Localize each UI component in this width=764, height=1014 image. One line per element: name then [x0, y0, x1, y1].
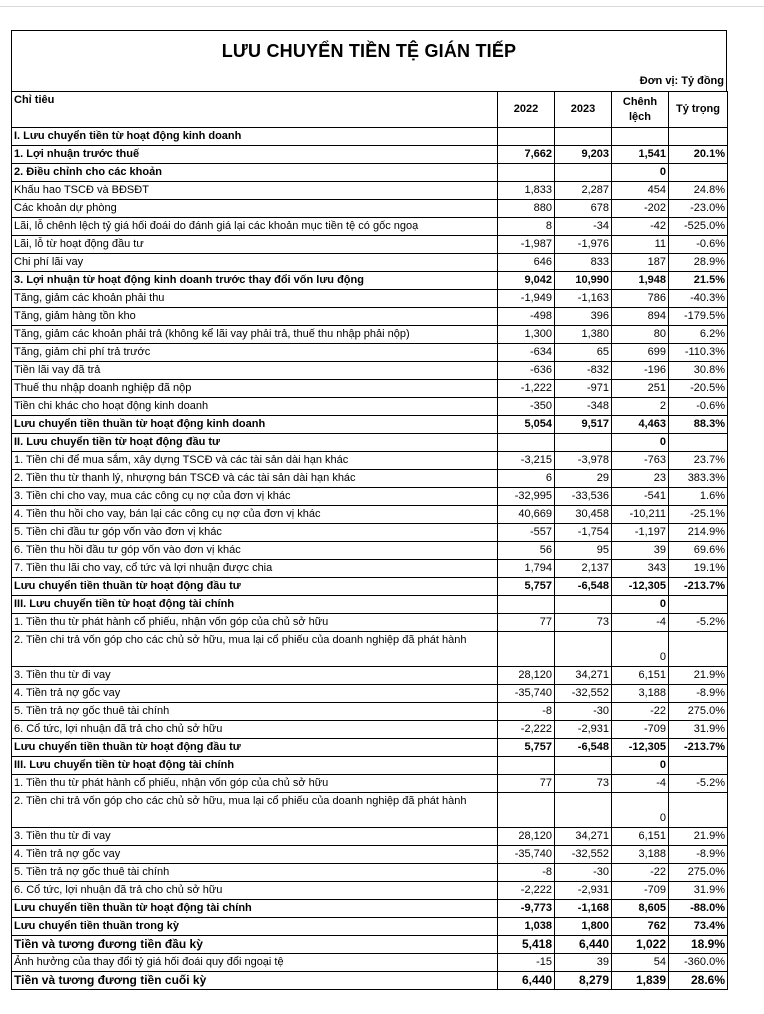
header-row: [12, 92, 728, 128]
cell-2022[interactable]: -2,222: [498, 721, 555, 739]
table-row: [12, 380, 728, 398]
cell-2022[interactable]: [498, 434, 555, 452]
cell-diff[interactable]: -12,305: [612, 578, 669, 596]
row-label[interactable]: 3. Tiền chi cho vay, mua các công cụ nợ của đơn vị khác: [12, 488, 498, 506]
cell-2022[interactable]: 5,757: [498, 739, 555, 757]
cell-diff[interactable]: -4: [612, 614, 669, 632]
cell-diff[interactable]: 39: [612, 542, 669, 560]
cell-2022[interactable]: 77: [498, 775, 555, 793]
row-label[interactable]: Lưu chuyển tiền thuần từ hoạt động đầu tư: [12, 739, 498, 757]
cell-2022[interactable]: 56: [498, 542, 555, 560]
cell-2022[interactable]: 8: [498, 218, 555, 236]
cell-2022[interactable]: 6: [498, 470, 555, 488]
cell-diff[interactable]: -22: [612, 703, 669, 721]
cell-2023[interactable]: 65: [555, 344, 612, 362]
table-row: [12, 882, 728, 900]
cell-ratio[interactable]: -25.1%: [669, 506, 728, 524]
row-label[interactable]: Khấu hao TSCĐ và BĐSĐT: [12, 182, 498, 200]
row-label[interactable]: Tăng, giảm chi phí trả trước: [12, 344, 498, 362]
cell-2023[interactable]: -348: [555, 398, 612, 416]
cell-2023[interactable]: [555, 164, 612, 182]
cell-ratio[interactable]: 275.0%: [669, 703, 728, 721]
header-diff[interactable]: Chênh lệch: [612, 92, 669, 128]
cell-diff[interactable]: 894: [612, 308, 669, 326]
row-label[interactable]: 3. Tiền thu từ đi vay: [12, 667, 498, 685]
cell-2023[interactable]: [555, 128, 612, 146]
cell-2022[interactable]: 77: [498, 614, 555, 632]
row-label[interactable]: Tăng, giảm hàng tồn kho: [12, 308, 498, 326]
cell-2022[interactable]: 40,669: [498, 506, 555, 524]
row-label[interactable]: 6. Tiền thu hồi đầu tư góp vốn vào đơn vị khác: [12, 542, 498, 560]
table-row: [12, 703, 728, 721]
cell-diff[interactable]: -42: [612, 218, 669, 236]
cell-diff[interactable]: 3,188: [612, 846, 669, 864]
cell-ratio[interactable]: 30.8%: [669, 362, 728, 380]
cell-2023[interactable]: -832: [555, 362, 612, 380]
cell-2023[interactable]: -32,552: [555, 846, 612, 864]
cell-ratio[interactable]: 21.5%: [669, 272, 728, 290]
cell-diff[interactable]: -4: [612, 775, 669, 793]
cell-diff[interactable]: 343: [612, 560, 669, 578]
table-row: [12, 900, 728, 918]
cell-2022[interactable]: [498, 632, 555, 667]
table-row: [12, 182, 728, 200]
cell-2022[interactable]: 1,038: [498, 918, 555, 936]
cell-2023[interactable]: 34,271: [555, 667, 612, 685]
cell-diff[interactable]: 23: [612, 470, 669, 488]
cell-2023[interactable]: -33,536: [555, 488, 612, 506]
cell-2023[interactable]: 73: [555, 775, 612, 793]
cell-diff[interactable]: -709: [612, 882, 669, 900]
table-row: [12, 685, 728, 703]
cell-2023[interactable]: -6,548: [555, 739, 612, 757]
row-label[interactable]: Tiền chi khác cho hoạt động kinh doanh: [12, 398, 498, 416]
row-label[interactable]: 1. Tiền thu từ phát hành cổ phiếu, nhận vốn góp của chủ sở hữu: [12, 614, 498, 632]
cell-2023[interactable]: 833: [555, 254, 612, 272]
cell-2023[interactable]: -6,548: [555, 578, 612, 596]
table-row: [12, 775, 728, 793]
cell-ratio[interactable]: [669, 164, 728, 182]
cell-diff[interactable]: 6,151: [612, 667, 669, 685]
cell-diff[interactable]: -709: [612, 721, 669, 739]
cell-diff[interactable]: -10,211: [612, 506, 669, 524]
cell-2023[interactable]: 396: [555, 308, 612, 326]
cell-diff[interactable]: 0: [612, 164, 669, 182]
table-row: [12, 164, 728, 182]
cell-2022[interactable]: -1,949: [498, 290, 555, 308]
cell-ratio[interactable]: -213.7%: [669, 739, 728, 757]
cell-2023[interactable]: [555, 793, 612, 828]
row-label[interactable]: Tiền và tương đương tiền đầu kỳ: [12, 936, 498, 954]
cell-diff[interactable]: 0: [612, 757, 669, 775]
row-label[interactable]: Lưu chuyển tiền thuần từ hoạt động kinh doanh: [12, 416, 498, 434]
cell-2022[interactable]: -32,995: [498, 488, 555, 506]
cell-ratio[interactable]: 31.9%: [669, 721, 728, 739]
header-2023[interactable]: 2023: [555, 92, 612, 128]
cell-ratio[interactable]: 18.9%: [669, 936, 728, 954]
table-row: [12, 236, 728, 254]
cell-2022[interactable]: -3,215: [498, 452, 555, 470]
cell-2022[interactable]: 5,054: [498, 416, 555, 434]
cell-2022[interactable]: 5,418: [498, 936, 555, 954]
table-row: [12, 506, 728, 524]
table-row: [12, 398, 728, 416]
cell-diff[interactable]: 54: [612, 954, 669, 972]
cell-2022[interactable]: -15: [498, 954, 555, 972]
cell-diff[interactable]: 1,948: [612, 272, 669, 290]
table-row: [12, 200, 728, 218]
table-row: [12, 254, 728, 272]
row-label[interactable]: 1. Tiền thu từ phát hành cổ phiếu, nhận vốn góp của chủ sở hữu: [12, 775, 498, 793]
table-row: [12, 416, 728, 434]
cell-ratio[interactable]: 275.0%: [669, 864, 728, 882]
cell-ratio[interactable]: 214.9%: [669, 524, 728, 542]
table-row: [12, 524, 728, 542]
cell-2022[interactable]: -350: [498, 398, 555, 416]
cell-ratio[interactable]: 73.4%: [669, 918, 728, 936]
cell-2023[interactable]: 6,440: [555, 936, 612, 954]
table-row: [12, 972, 728, 990]
cell-2023[interactable]: 29: [555, 470, 612, 488]
cell-2023[interactable]: 1,800: [555, 918, 612, 936]
cell-diff[interactable]: 2: [612, 398, 669, 416]
cell-ratio[interactable]: 19.1%: [669, 560, 728, 578]
table-row: [12, 326, 728, 344]
cell-2022[interactable]: 880: [498, 200, 555, 218]
cell-2023[interactable]: -30: [555, 864, 612, 882]
cell-2022[interactable]: -634: [498, 344, 555, 362]
cell-ratio[interactable]: -20.5%: [669, 380, 728, 398]
cell-diff[interactable]: 0: [612, 793, 669, 828]
row-label[interactable]: Lãi, lỗ chênh lệch tỷ giá hối đoái do đánh giá lại các khoản mục tiền tệ có gốc ngoạ: [12, 218, 498, 236]
cell-2022[interactable]: -35,740: [498, 685, 555, 703]
cell-2023[interactable]: -2,931: [555, 882, 612, 900]
cell-diff[interactable]: 251: [612, 380, 669, 398]
cell-2022[interactable]: 28,120: [498, 828, 555, 846]
cell-diff[interactable]: 1,022: [612, 936, 669, 954]
table-row: [12, 828, 728, 846]
cell-diff[interactable]: 11: [612, 236, 669, 254]
cell-diff[interactable]: -196: [612, 362, 669, 380]
row-label[interactable]: 3. Tiền thu từ đi vay: [12, 828, 498, 846]
cell-diff[interactable]: 762: [612, 918, 669, 936]
cell-ratio[interactable]: [669, 596, 728, 614]
cell-2023[interactable]: -971: [555, 380, 612, 398]
cell-2023[interactable]: -1,754: [555, 524, 612, 542]
cell-diff[interactable]: 454: [612, 182, 669, 200]
row-label[interactable]: 2. Điều chỉnh cho các khoản: [12, 164, 498, 182]
cell-ratio[interactable]: 23.7%: [669, 452, 728, 470]
cell-ratio[interactable]: [669, 128, 728, 146]
cell-ratio[interactable]: -5.2%: [669, 775, 728, 793]
cell-ratio[interactable]: -360.0%: [669, 954, 728, 972]
cell-2023[interactable]: 30,458: [555, 506, 612, 524]
cell-diff[interactable]: 6,151: [612, 828, 669, 846]
cell-ratio[interactable]: -213.7%: [669, 578, 728, 596]
cell-2022[interactable]: 1,794: [498, 560, 555, 578]
cell-diff[interactable]: -541: [612, 488, 669, 506]
row-label[interactable]: 6. Cổ tức, lợi nhuận đã trả cho chủ sở hữu: [12, 721, 498, 739]
header-2022[interactable]: 2022: [498, 92, 555, 128]
cell-2022[interactable]: [498, 793, 555, 828]
table-row: [12, 128, 728, 146]
row-label[interactable]: Ảnh hưởng của thay đổi tỷ giá hối đoái quy đổi ngoại tệ: [12, 954, 498, 972]
row-label[interactable]: Lưu chuyển tiền thuần trong kỳ: [12, 918, 498, 936]
cell-2022[interactable]: -9,773: [498, 900, 555, 918]
row-label[interactable]: Lãi, lỗ từ hoạt động đầu tư: [12, 236, 498, 254]
table-row: [12, 488, 728, 506]
table-row: [12, 739, 728, 757]
cell-2023[interactable]: 73: [555, 614, 612, 632]
cell-2022[interactable]: -1,987: [498, 236, 555, 254]
cell-2022[interactable]: [498, 757, 555, 775]
cell-ratio[interactable]: [669, 793, 728, 828]
cell-ratio[interactable]: [669, 757, 728, 775]
cell-2023[interactable]: [555, 434, 612, 452]
cell-2023[interactable]: -1,168: [555, 900, 612, 918]
row-label[interactable]: I. Lưu chuyển tiền từ hoạt động kinh doanh: [12, 128, 498, 146]
cell-2023[interactable]: [555, 632, 612, 667]
row-label[interactable]: 3. Lợi nhuận từ hoạt động kinh doanh trước thay đổi vốn lưu động: [12, 272, 498, 290]
cell-ratio[interactable]: -0.6%: [669, 398, 728, 416]
cell-ratio[interactable]: 28.9%: [669, 254, 728, 272]
cell-diff[interactable]: [612, 128, 669, 146]
row-label[interactable]: III. Lưu chuyển tiền từ hoạt động tài chính: [12, 596, 498, 614]
row-label[interactable]: 5. Tiền trả nợ gốc thuê tài chính: [12, 864, 498, 882]
table-row: [12, 793, 728, 828]
cell-ratio[interactable]: 383.3%: [669, 470, 728, 488]
row-label[interactable]: 1. Lợi nhuận trước thuế: [12, 146, 498, 164]
table-row: [12, 721, 728, 739]
cell-2022[interactable]: -1,222: [498, 380, 555, 398]
cell-2022[interactable]: -498: [498, 308, 555, 326]
cell-2022[interactable]: [498, 164, 555, 182]
row-label[interactable]: 2. Tiền thu từ thanh lý, nhượng bán TSCĐ và các tài sản dài hạn khác: [12, 470, 498, 488]
cell-ratio[interactable]: [669, 434, 728, 452]
table-row: [12, 632, 728, 667]
row-label[interactable]: Lưu chuyển tiền thuần từ hoạt động đầu tư: [12, 578, 498, 596]
cell-ratio[interactable]: -40.3%: [669, 290, 728, 308]
row-label[interactable]: 5. Tiền trả nợ gốc thuê tài chính: [12, 703, 498, 721]
cell-ratio[interactable]: -5.2%: [669, 614, 728, 632]
row-label[interactable]: 2. Tiền chi trả vốn góp cho các chủ sở hữu, mua lại cổ phiếu của doanh nghiệp đã phát hành: [12, 632, 498, 667]
table-row: [12, 146, 728, 164]
table-row: [12, 614, 728, 632]
cell-ratio[interactable]: 88.3%: [669, 416, 728, 434]
cell-2022[interactable]: 7,662: [498, 146, 555, 164]
cell-ratio[interactable]: 21.9%: [669, 667, 728, 685]
row-label[interactable]: Tiền lãi vay đã trả: [12, 362, 498, 380]
table-row: [12, 936, 728, 954]
table-row: [12, 596, 728, 614]
cell-ratio[interactable]: 20.1%: [669, 146, 728, 164]
cell-2022[interactable]: [498, 128, 555, 146]
cell-diff[interactable]: 699: [612, 344, 669, 362]
cell-2023[interactable]: [555, 757, 612, 775]
cell-2022[interactable]: 1,300: [498, 326, 555, 344]
cell-diff[interactable]: -202: [612, 200, 669, 218]
cell-ratio[interactable]: -23.0%: [669, 200, 728, 218]
cell-ratio[interactable]: 24.8%: [669, 182, 728, 200]
row-label[interactable]: 5. Tiền chi đầu tư góp vốn vào đơn vị khác: [12, 524, 498, 542]
table-row: [12, 578, 728, 596]
cashflow-sheet: [11, 30, 727, 990]
row-label[interactable]: II. Lưu chuyển tiền từ hoạt động đầu tư: [12, 434, 498, 452]
sheet-title: LƯU CHUYỂN TIỀN TỆ GIÁN TIẾP: [11, 30, 727, 71]
cell-2022[interactable]: 646: [498, 254, 555, 272]
cell-2023[interactable]: 95: [555, 542, 612, 560]
row-label[interactable]: Tiền và tương đương tiền cuối kỳ: [12, 972, 498, 990]
cell-ratio[interactable]: 69.6%: [669, 542, 728, 560]
row-label[interactable]: 4. Tiền thu hồi cho vay, bán lại các công cụ nợ của đơn vị khác: [12, 506, 498, 524]
cell-2022[interactable]: -35,740: [498, 846, 555, 864]
table-body: [12, 128, 728, 990]
cell-diff[interactable]: 0: [612, 632, 669, 667]
table-row: [12, 667, 728, 685]
header-ratio[interactable]: Tỷ trọng: [669, 92, 728, 128]
row-label[interactable]: 7. Tiền thu lãi cho vay, cổ tức và lợi nhuận được chia: [12, 560, 498, 578]
cell-2022[interactable]: -8: [498, 864, 555, 882]
cell-2023[interactable]: 9,203: [555, 146, 612, 164]
cell-2023[interactable]: -3,978: [555, 452, 612, 470]
row-label[interactable]: Tăng, giảm các khoản phải thu: [12, 290, 498, 308]
cell-2023[interactable]: -1,163: [555, 290, 612, 308]
cell-2022[interactable]: 9,042: [498, 272, 555, 290]
cell-2023[interactable]: 1,380: [555, 326, 612, 344]
table-row: [12, 218, 728, 236]
cell-diff[interactable]: 1,839: [612, 972, 669, 990]
cell-diff[interactable]: -12,305: [612, 739, 669, 757]
row-label[interactable]: III. Lưu chuyển tiền từ hoạt động tài chính: [12, 757, 498, 775]
cell-2023[interactable]: -1,976: [555, 236, 612, 254]
table-row: [12, 542, 728, 560]
cell-2023[interactable]: 34,271: [555, 828, 612, 846]
row-label[interactable]: Chi phí lãi vay: [12, 254, 498, 272]
table-row: [12, 344, 728, 362]
cell-2023[interactable]: 678: [555, 200, 612, 218]
cell-ratio[interactable]: -110.3%: [669, 344, 728, 362]
row-label[interactable]: Lưu chuyển tiền thuần từ hoạt động tài chính: [12, 900, 498, 918]
table-row: [12, 560, 728, 578]
cell-diff[interactable]: 1,541: [612, 146, 669, 164]
table-row: [12, 954, 728, 972]
cell-diff[interactable]: 3,188: [612, 685, 669, 703]
row-label[interactable]: Tăng, giảm các khoản phải trả (không kể lãi vay phải trả, thuế thu nhập phải nộp): [12, 326, 498, 344]
cell-2023[interactable]: 2,137: [555, 560, 612, 578]
cell-ratio[interactable]: -8.9%: [669, 685, 728, 703]
cell-2023[interactable]: 39: [555, 954, 612, 972]
cell-diff[interactable]: 0: [612, 434, 669, 452]
cell-ratio[interactable]: -0.6%: [669, 236, 728, 254]
cell-2023[interactable]: 2,287: [555, 182, 612, 200]
table-row: [12, 272, 728, 290]
cell-ratio[interactable]: -8.9%: [669, 846, 728, 864]
cell-2022[interactable]: 5,757: [498, 578, 555, 596]
cell-ratio[interactable]: -88.0%: [669, 900, 728, 918]
cell-2022[interactable]: -557: [498, 524, 555, 542]
table-row: [12, 846, 728, 864]
table-row: [12, 362, 728, 380]
cell-2023[interactable]: 8,279: [555, 972, 612, 990]
header-label[interactable]: Chỉ tiêu: [12, 92, 498, 128]
cell-2022[interactable]: -8: [498, 703, 555, 721]
row-label[interactable]: 2. Tiền chi trả vốn góp cho các chủ sở hữu, mua lại cổ phiếu của doanh nghiệp đã phát hành: [12, 793, 498, 828]
row-label[interactable]: 1. Tiền chi để mua sắm, xây dựng TSCĐ và các tài sản dài hạn khác: [12, 452, 498, 470]
row-label[interactable]: 4. Tiền trả nợ gốc vay: [12, 685, 498, 703]
cell-ratio[interactable]: [669, 632, 728, 667]
cell-diff[interactable]: 0: [612, 596, 669, 614]
cell-2023[interactable]: -30: [555, 703, 612, 721]
cell-diff[interactable]: -1,197: [612, 524, 669, 542]
cell-2023[interactable]: -32,552: [555, 685, 612, 703]
cell-diff[interactable]: -22: [612, 864, 669, 882]
cell-2022[interactable]: -636: [498, 362, 555, 380]
cell-ratio[interactable]: 6.2%: [669, 326, 728, 344]
cell-2022[interactable]: -2,222: [498, 882, 555, 900]
cell-diff[interactable]: 187: [612, 254, 669, 272]
row-label[interactable]: Các khoản dự phòng: [12, 200, 498, 218]
top-divider: [0, 6, 764, 7]
cashflow-table: [11, 91, 728, 990]
cell-diff[interactable]: 786: [612, 290, 669, 308]
cell-ratio[interactable]: 28.6%: [669, 972, 728, 990]
table-row: [12, 434, 728, 452]
cell-ratio[interactable]: -179.5%: [669, 308, 728, 326]
table-row: [12, 918, 728, 936]
table-row: [12, 470, 728, 488]
cell-2022[interactable]: 6,440: [498, 972, 555, 990]
cell-ratio[interactable]: 31.9%: [669, 882, 728, 900]
table-row: [12, 864, 728, 882]
cell-2022[interactable]: 1,833: [498, 182, 555, 200]
cell-ratio[interactable]: 1.6%: [669, 488, 728, 506]
cell-ratio[interactable]: -525.0%: [669, 218, 728, 236]
table-row: [12, 290, 728, 308]
table-row: [12, 308, 728, 326]
cell-ratio[interactable]: 21.9%: [669, 828, 728, 846]
cell-2022[interactable]: 28,120: [498, 667, 555, 685]
row-label[interactable]: 4. Tiền trả nợ gốc vay: [12, 846, 498, 864]
row-label[interactable]: Thuế thu nhập doanh nghiệp đã nộp: [12, 380, 498, 398]
table-row: [12, 452, 728, 470]
cell-2023[interactable]: -34: [555, 218, 612, 236]
table-row: [12, 757, 728, 775]
cell-diff[interactable]: 4,463: [612, 416, 669, 434]
row-label[interactable]: 6. Cổ tức, lợi nhuận đã trả cho chủ sở hữu: [12, 882, 498, 900]
cell-2023[interactable]: 10,990: [555, 272, 612, 290]
cell-2023[interactable]: 9,517: [555, 416, 612, 434]
cell-diff[interactable]: -763: [612, 452, 669, 470]
cell-2023[interactable]: -2,931: [555, 721, 612, 739]
unit-label: Đơn vị: Tỷ đồng: [11, 71, 727, 91]
cell-diff[interactable]: 80: [612, 326, 669, 344]
cell-2022[interactable]: [498, 596, 555, 614]
cell-diff[interactable]: 8,605: [612, 900, 669, 918]
cell-2023[interactable]: [555, 596, 612, 614]
